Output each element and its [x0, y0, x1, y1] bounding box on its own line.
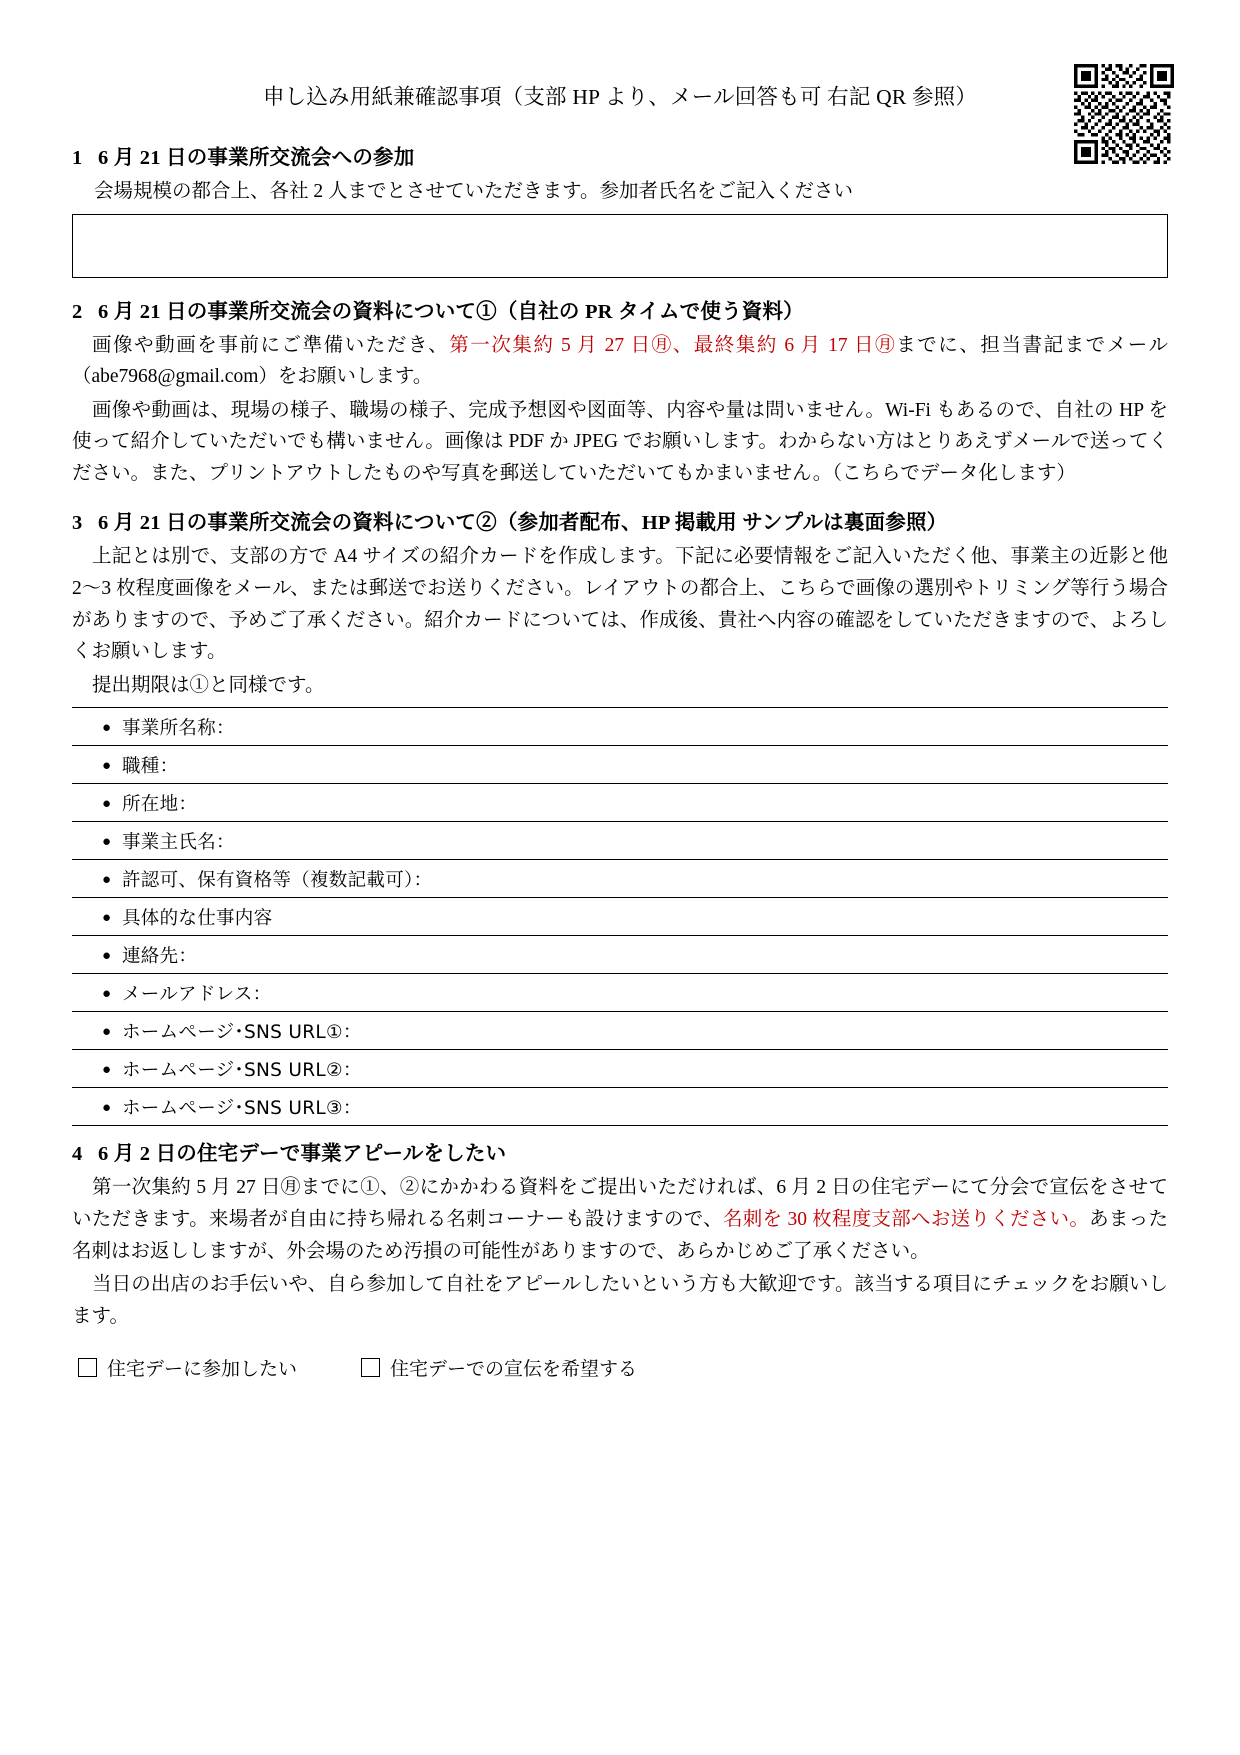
section-2-para1-deadline: 第一次集約 5 月 27 日㊊、最終集約 6 月 17 日㊊: [449, 334, 897, 356]
field-row[interactable]: [72, 784, 1168, 822]
bullet-icon: ●: [102, 986, 112, 1003]
bullet-icon: ●: [102, 910, 112, 927]
section-1-heading: [72, 140, 1168, 170]
company-info-field-list: [72, 707, 1168, 1126]
housing-day-checkbox-group: [72, 1354, 1168, 1381]
field-label: 事業主氏名：: [122, 832, 235, 854]
field-row[interactable]: [72, 1012, 1168, 1050]
bullet-icon: ●: [102, 1024, 112, 1041]
field-row[interactable]: [72, 936, 1168, 974]
bullet-icon: ●: [102, 1062, 112, 1079]
bullet-icon: ●: [102, 834, 112, 851]
field-row[interactable]: [72, 860, 1168, 898]
section-4-number: 4: [72, 1143, 83, 1166]
section-3-title: 6 月 21 日の事業所交流会の資料について②（参加者配布、HP 掲載用 サンプルは裏面参照）: [98, 512, 948, 535]
section-3-paragraph-1: 上記とは別で、支部の方で A4 サイズの紹介カードを作成します。下記に必要情報をご記入いただく他、事業主の近影と他 2〜3 枚程度画像をメール、または郵送でお送りください。レイアウトの都合上、こちらで画像の選別やトリミング等行う場合がありますので、予めご了承ください。紹介カードについては、作成後、貴社へ内容の確認をしていただきますので、よろしくお願いします。: [72, 546, 1168, 663]
checkbox-promotion[interactable]: [361, 1354, 637, 1381]
field-label: 許認可、保有資格等（複数記載可）：: [122, 870, 433, 892]
field-row[interactable]: [72, 822, 1168, 860]
field-label: ホームページ･SNS URL①：: [122, 1022, 362, 1044]
section-4-paragraph-2: 当日の出店のお手伝いや、自ら参加して自社をアピールしたいという方も大歓迎です。該当する項目にチェックをお願いします。: [72, 1274, 1168, 1327]
section-1-lead: 会場規模の都合上、各社 2 人までとさせていただきます。参加者氏名をご記入ください: [94, 181, 853, 202]
field-label: 連絡先：: [122, 946, 198, 968]
bullet-icon: ●: [102, 758, 112, 775]
page-title: 申し込み用紙兼確認事項（支部 HP より、メール回答も可 右記 QR 参照）: [262, 85, 978, 109]
section-3-paragraph-2: 提出期限は①と同様です。: [92, 674, 325, 696]
qr-code-icon: [1074, 64, 1174, 164]
section-2-title: 6 月 21 日の事業所交流会の資料について①（自社の PR タイムで使う資料）: [98, 300, 804, 323]
bullet-icon: ●: [102, 872, 112, 889]
checkbox-icon[interactable]: [361, 1358, 380, 1377]
section-4-paragraph-1: [72, 1172, 1168, 1267]
field-label: ホームページ･SNS URL③：: [122, 1098, 362, 1120]
section-3-number: 3: [72, 512, 83, 535]
section-2-para1-part-a: 画像や動画を事前にご準備いただき、: [92, 334, 450, 356]
checkbox-icon[interactable]: [78, 1358, 97, 1377]
field-row[interactable]: [72, 974, 1168, 1012]
field-label: ホームページ･SNS URL②：: [122, 1060, 362, 1082]
field-row[interactable]: [72, 1050, 1168, 1088]
field-row[interactable]: [72, 1088, 1168, 1126]
section-2-paragraph-1: [72, 330, 1168, 393]
field-label: 所在地：: [122, 794, 198, 816]
field-row[interactable]: [72, 898, 1168, 936]
checkbox-participate[interactable]: [78, 1354, 297, 1381]
checkbox-label: 住宅デーに参加したい: [107, 1358, 298, 1381]
field-label: 事業所名称：: [122, 718, 235, 740]
section-4-para1-highlight: 名刺を 30 枚程度支部へお送りください。: [722, 1208, 1090, 1230]
bullet-icon: ●: [102, 948, 112, 965]
section-4-title: 6 月 2 日の住宅デーで事業アピールをしたい: [98, 1143, 507, 1166]
checkbox-label: 住宅デーでの宣伝を希望する: [390, 1358, 638, 1381]
field-row[interactable]: [72, 746, 1168, 784]
section-4-heading: [72, 1136, 1168, 1166]
field-row[interactable]: [72, 707, 1168, 746]
bullet-icon: ●: [102, 720, 112, 737]
section-4-para1-part-b: あまった名刺はお返ししますが、外会場のため汚損の可能性がありますので、あらかじめご了承ください。: [72, 1208, 1168, 1262]
section-2-paragraph-2: 画像や動画は、現場の様子、職場の様子、完成予想図や図面等、内容や量は問いません。Wi-Fi もあるので、自社の HP を使って紹介していただいでも構いません。画像は PDF か JPEG でお願いします。わからない方はとりあえずメールで送ってください。また、プリントアウトしたものや写真を郵送していただいてもかまいません。（こちらでデータ化します）: [72, 399, 1168, 484]
section-2-heading: [72, 294, 1168, 324]
bullet-icon: ●: [102, 796, 112, 813]
section-2-number: 2: [72, 300, 83, 323]
section-3-heading: [72, 505, 1168, 535]
document-header: [72, 62, 1168, 124]
section-1-number: 1: [72, 147, 83, 169]
section-4-para1-part-a: 第一次集約 5 月 27 日㊊までに①、②にかかわる資料をご提出いただければ、6 月 2 日の住宅デーにて分会で宣伝をさせていただきます。来場者が自由に持ち帰れる名刺コーナーも設けますので、: [72, 1177, 1168, 1230]
participant-names-input[interactable]: [72, 214, 1168, 278]
bullet-icon: ●: [102, 1100, 112, 1117]
field-label: 職種：: [122, 756, 179, 778]
field-label: 具体的な仕事内容: [122, 908, 273, 930]
field-label: メールアドレス：: [122, 984, 272, 1006]
section-1-title: 6 月 21 日の事業所交流会への参加: [98, 147, 415, 169]
section-2-para1-part-b: までに、担当書記までメール（abe7968@gmail.com）をお願いします。: [72, 334, 1168, 388]
